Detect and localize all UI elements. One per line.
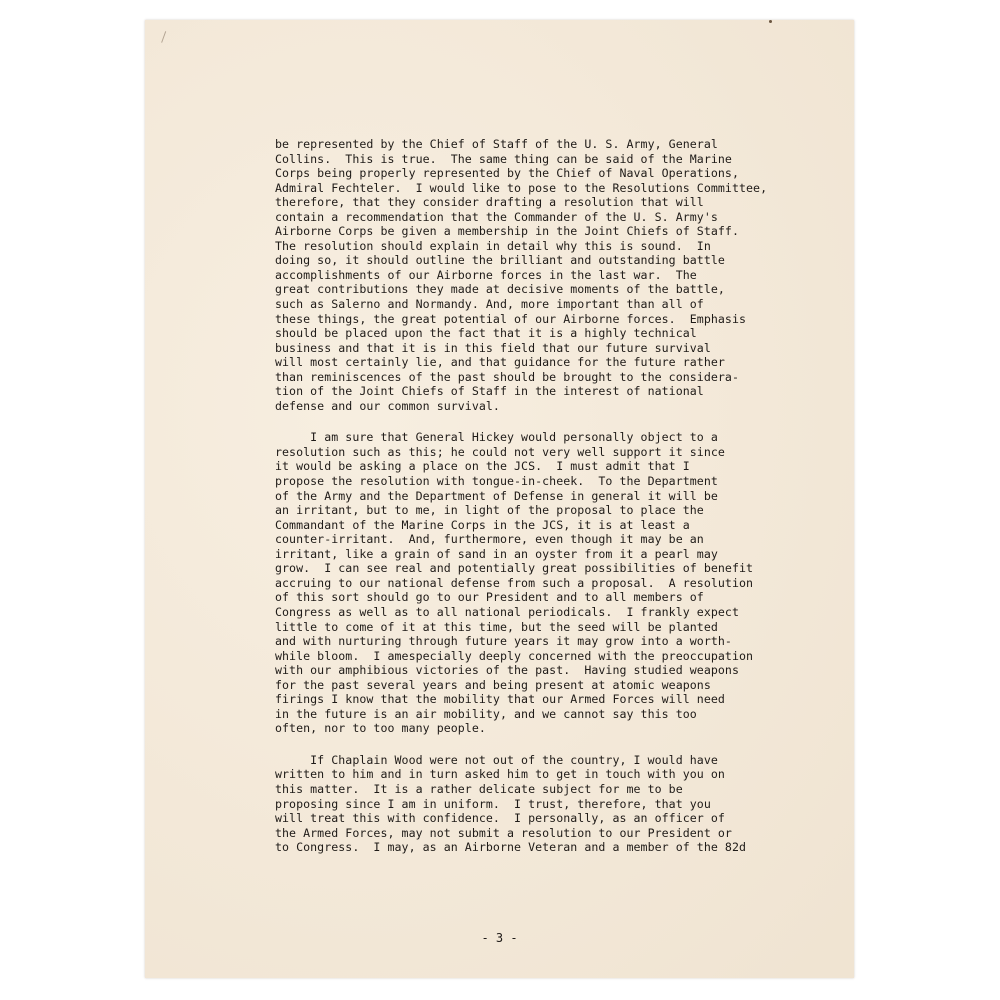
- text-line: counter-irritant. And, furthermore, even though it may be an: [275, 532, 704, 547]
- text-line: doing so, it should outline the brilliant and outstanding battle: [275, 253, 725, 268]
- text-line: grow. I can see real and potentially great possibilities of benefit: [275, 561, 754, 576]
- text-line: accruing to our national defense from such a proposal. A resolution: [275, 575, 754, 590]
- text-line: Admiral Fechteler. I would like to pose to the Resolutions Committee,: [275, 180, 768, 195]
- text-line: it would be asking a place on the JCS. I must admit that I: [275, 459, 690, 474]
- text-line: than reminiscences of the past should be brought to the considera-: [275, 369, 739, 384]
- text-line: Airborne Corps be given a membership in the Joint Chiefs of Staff.: [275, 224, 739, 239]
- text-line: Congress as well as to all national periodicals. I frankly expect: [275, 604, 739, 619]
- text-line: the Armed Forces, may not submit a resolution to our President or: [275, 825, 732, 840]
- paper-speck: [769, 20, 772, 23]
- text-line: and with nurturing through future years it may grow into a worth-: [275, 634, 732, 649]
- text-line: Corps being properly represented by the Chief of Naval Operations,: [275, 166, 739, 181]
- paragraph-3: [275, 753, 825, 855]
- letter-body: [275, 137, 825, 855]
- text-line: irritant, like a grain of sand in an oyster from it a pearl may: [275, 546, 718, 561]
- text-line: tion of the Joint Chiefs of Staff in the interest of national: [275, 384, 704, 399]
- text-line: I am sure that General Hickey would personally object to a: [275, 430, 718, 445]
- text-line: should be placed upon the fact that it is a highly technical: [275, 326, 697, 341]
- text-line: great contributions they made at decisive moments of the battle,: [275, 282, 725, 297]
- text-line: with our amphibious victories of the past. Having studied weapons: [275, 663, 739, 678]
- text-line: The resolution should explain in detail why this is sound. In: [275, 238, 711, 253]
- text-line: often, nor to too many people.: [275, 721, 486, 736]
- text-line: for the past several years and being present at atomic weapons: [275, 677, 711, 692]
- text-line: while bloom. I amespecially deeply concerned with the preoccupation: [275, 648, 754, 663]
- text-line: such as Salerno and Normandy. And, more important than all of: [275, 297, 704, 312]
- text-line: these things, the great potential of our Airborne forces. Emphasis: [275, 311, 747, 326]
- text-line: this matter. It is a rather delicate subject for me to be: [275, 781, 683, 796]
- text-line: to Congress. I may, as an Airborne Veteran and a member of the 82d: [275, 840, 747, 855]
- text-line: proposing since I am in uniform. I trust, therefore, that you: [275, 796, 711, 811]
- typed-letter-page: [145, 20, 854, 978]
- text-line: of the Army and the Department of Defense in general it will be: [275, 488, 718, 503]
- text-line: will most certainly lie, and that guidance for the future rather: [275, 355, 725, 370]
- text-line: propose the resolution with tongue-in-cheek. To the Department: [275, 474, 718, 489]
- text-line: firings I know that the mobility that our Armed Forces will need: [275, 692, 725, 707]
- text-line: business and that it is in this field that our future survival: [275, 340, 711, 355]
- text-line: written to him and in turn asked him to get in touch with you on: [275, 767, 725, 782]
- text-line: little to come of it at this time, but the seed will be planted: [275, 619, 718, 634]
- text-line: If Chaplain Wood were not out of the country, I would have: [275, 752, 718, 767]
- page-number: - 3 -: [481, 931, 518, 945]
- pencil-mark: [161, 31, 172, 45]
- text-line: resolution such as this; he could not very well support it since: [275, 444, 725, 459]
- text-line: Commandant of the Marine Corps in the JCS, it is at least a: [275, 517, 690, 532]
- text-line: be represented by the Chief of Staff of the U. S. Army, General: [275, 137, 718, 151]
- text-line: Collins. This is true. The same thing can be said of the Marine: [275, 151, 732, 166]
- paragraph-1: [275, 137, 825, 413]
- paragraph-2: [275, 430, 825, 735]
- text-line: of this sort should go to our President and to all members of: [275, 590, 704, 605]
- text-line: contain a recommendation that the Commander of the U. S. Army's: [275, 209, 718, 224]
- text-line: therefore, that they consider drafting a resolution that will: [275, 195, 704, 210]
- text-line: defense and our common survival.: [275, 398, 500, 413]
- text-line: will treat this with confidence. I personally, as an officer of: [275, 811, 725, 826]
- text-line: accomplishments of our Airborne forces in the last war. The: [275, 267, 697, 282]
- text-line: in the future is an air mobility, and we cannot say this too: [275, 706, 697, 721]
- text-line: an irritant, but to me, in light of the proposal to place the: [275, 503, 704, 518]
